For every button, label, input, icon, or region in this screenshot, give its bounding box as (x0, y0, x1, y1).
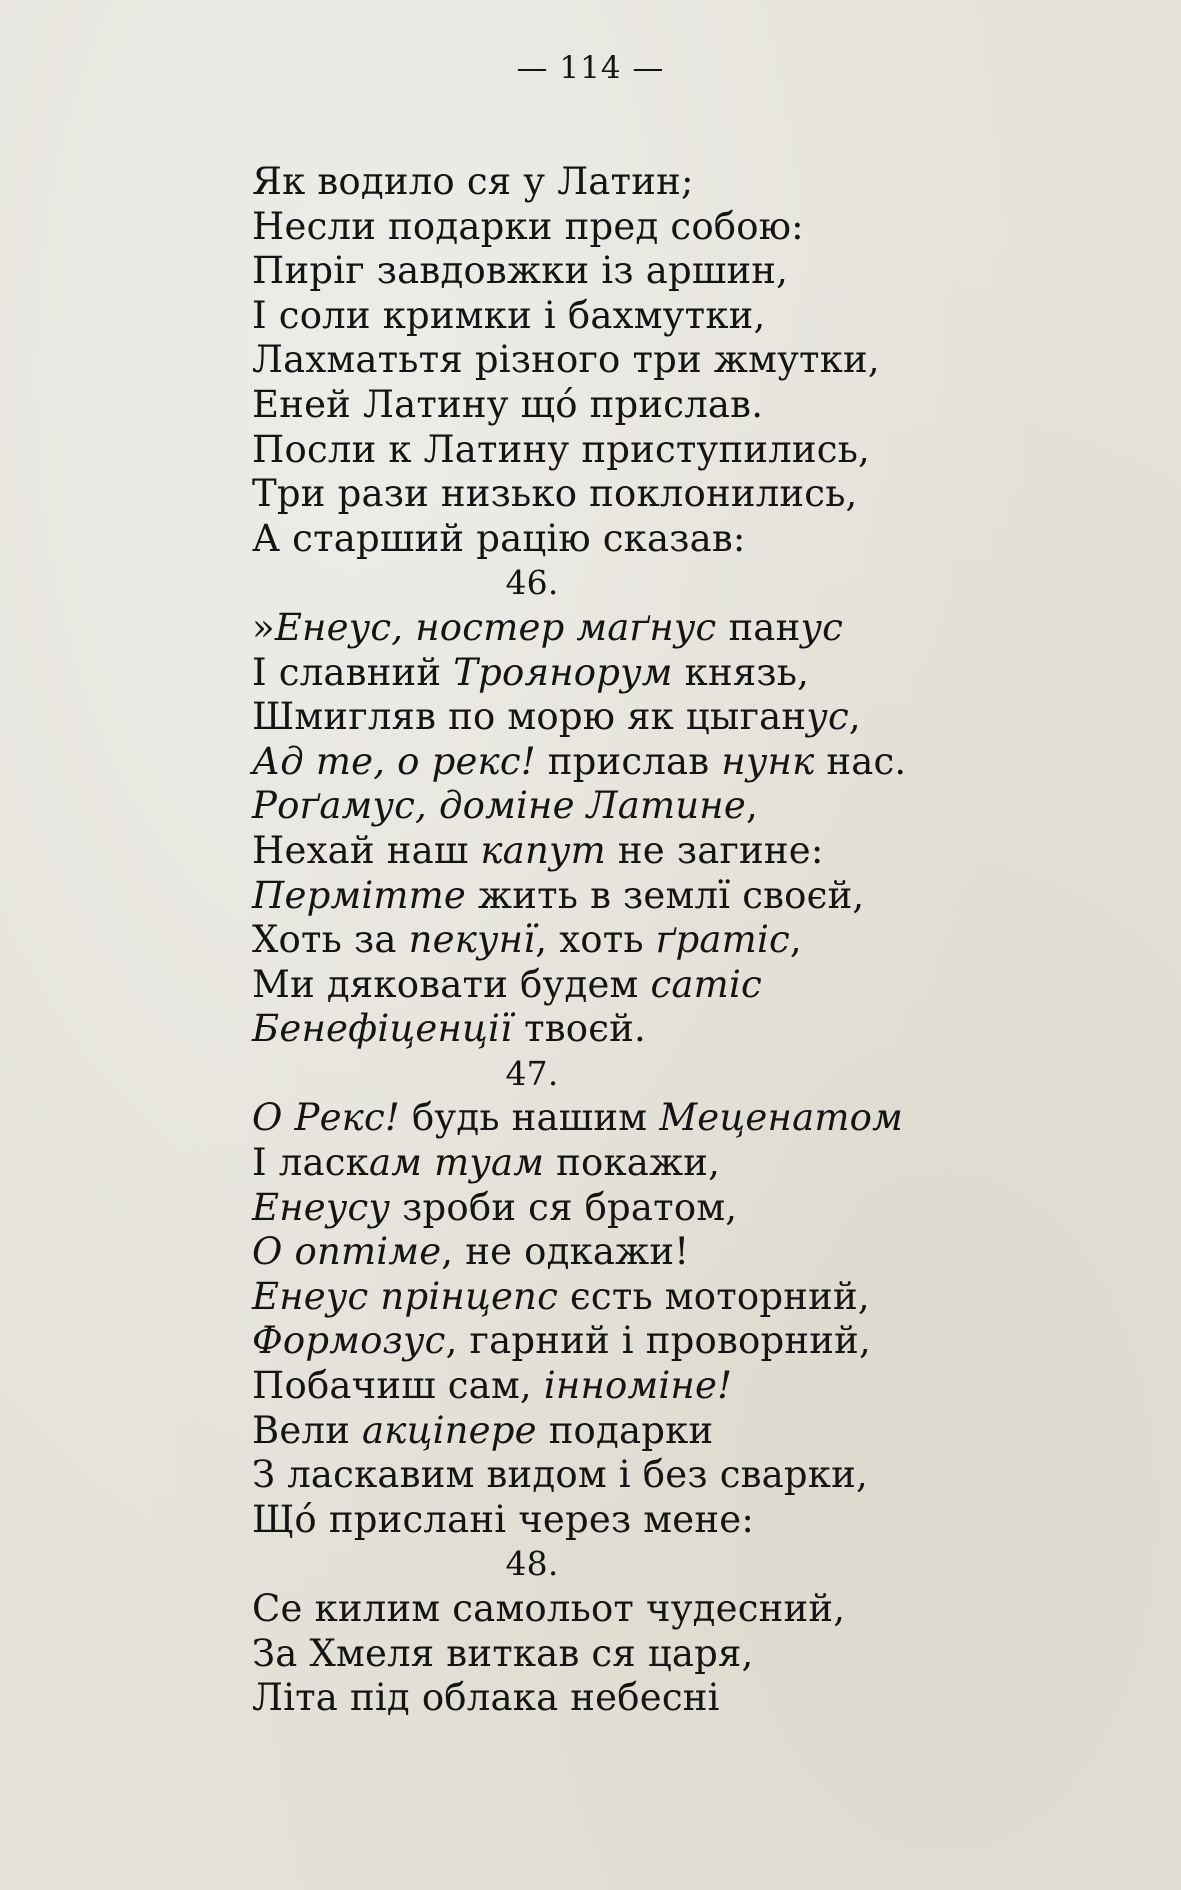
verse-line (252, 963, 1052, 1008)
stanza-number (252, 1052, 812, 1097)
text-segment: Як водило ся у Латин; (252, 160, 694, 203)
text-segment: Меценатом (659, 1096, 903, 1140)
text-segment: Бенефіценції (252, 1007, 513, 1051)
text-segment: , хоть (535, 918, 656, 962)
text-segment: З ласкавим видом і без сварки, (252, 1453, 868, 1497)
verse-line (252, 784, 1052, 829)
text-segment: » (252, 605, 275, 649)
verse-line (252, 1141, 1052, 1186)
text-segment: князь, (672, 650, 810, 694)
verse-line (252, 606, 1052, 651)
text-segment: твоєй. (512, 1007, 647, 1051)
text-segment: 46. (505, 563, 559, 603)
text-segment: Лахматьтя різного три жмутки, (252, 338, 880, 382)
text-segment: , (789, 918, 802, 962)
text-segment: Несли подарки пред собою: (252, 204, 804, 248)
text-segment: Енеус, ностер маґнус (274, 605, 717, 649)
text-segment: Енеус прінцепс (252, 1274, 559, 1318)
text-segment: ус (800, 605, 844, 649)
text-segment: сатіс (650, 962, 762, 1006)
text-segment: , гарний і проворний, (445, 1319, 871, 1363)
verse-line (252, 1007, 1052, 1052)
text-segment: пекунї (408, 918, 536, 962)
text-segment: , не одкажи! (441, 1230, 690, 1274)
text-segment: жить в землї своєй, (466, 873, 865, 917)
verse-line (252, 472, 1052, 517)
text-segment: інноміне! (543, 1364, 733, 1408)
text-segment: Еней Латину що́ прислав. (252, 382, 764, 426)
text-segment: капут (480, 828, 606, 872)
verse-line (252, 160, 1052, 205)
verse-line (252, 1186, 1052, 1231)
text-segment: Пермітте (252, 873, 467, 917)
text-segment: будь нашим (399, 1096, 660, 1140)
verse-line (252, 1275, 1052, 1320)
stanza-number (252, 1542, 812, 1587)
text-segment: нунк (721, 739, 815, 783)
verse-line (252, 1498, 1052, 1543)
text-segment: , (745, 784, 758, 828)
verse-line (252, 1230, 1052, 1275)
verse-line (252, 383, 1052, 428)
verse-line (252, 829, 1052, 874)
text-segment: прислав (535, 739, 722, 783)
verse-line (252, 651, 1052, 696)
text-segment: Ми дяковати будем (252, 962, 651, 1006)
text-segment: Пиріг завдовжки із аршин, (252, 249, 789, 293)
text-segment: єсть моторний, (558, 1274, 870, 1318)
text-segment: Літа під облака небесні (252, 1676, 720, 1720)
verse-line (252, 1632, 1052, 1677)
text-segment: 47. (505, 1053, 559, 1093)
verse-line (252, 517, 1052, 562)
text-segment: І соли кримки і бахмутки, (252, 293, 766, 337)
text-segment: Се килим самольот чудесний, (252, 1587, 846, 1630)
text-segment: Три рази низько поклонились, (252, 472, 858, 516)
text-segment: ґратіс (655, 918, 790, 962)
text-segment: ам туам (369, 1141, 545, 1185)
verse-line (252, 294, 1052, 339)
text-segment: Посли к Латину приступились, (252, 427, 871, 471)
verse-line (252, 1409, 1052, 1454)
text-segment: О Рекс! (252, 1096, 400, 1140)
poem-text (252, 160, 1052, 1721)
verse-line (252, 1364, 1052, 1409)
text-segment: Формозус (252, 1319, 446, 1363)
text-segment: покажи, (544, 1141, 721, 1185)
verse-line (252, 1096, 1052, 1141)
text-segment: ус (806, 695, 849, 739)
verse-line (252, 918, 1052, 963)
text-segment: нас. (814, 739, 907, 783)
text-segment: акціпере (362, 1408, 537, 1452)
text-segment: За Хмеля виткав ся царя, (252, 1631, 754, 1675)
text-segment: Роґамус, доміне Латине (252, 784, 746, 828)
text-segment: подарки (536, 1408, 714, 1452)
verse-line (252, 874, 1052, 919)
text-segment: Хоть за (252, 918, 409, 962)
text-segment: , (848, 695, 861, 739)
text-segment: Енеусу (252, 1185, 391, 1229)
stanza-number (252, 561, 812, 606)
verse-line (252, 740, 1052, 785)
text-segment: Що́ прислані через мене: (252, 1497, 754, 1541)
verse-line (252, 1319, 1052, 1364)
text-segment: Вели (252, 1408, 363, 1452)
verse-line (252, 428, 1052, 473)
text-segment: Побачиш сам, (252, 1364, 544, 1408)
text-segment: І славний (252, 650, 454, 694)
verse-line (252, 1587, 1052, 1632)
text-segment: І ласк (252, 1141, 369, 1185)
verse-line (252, 695, 1052, 740)
page-number: — 114 — (516, 50, 665, 86)
text-segment: О оптіме (252, 1230, 442, 1274)
text-segment: не загине: (605, 828, 824, 872)
text-segment: Ад те, о рекс! (252, 739, 536, 783)
text-segment: А старший рацію сказав: (252, 516, 746, 560)
text-segment: Троянорум (453, 650, 673, 694)
text-segment: зроби ся братом, (390, 1185, 738, 1229)
verse-line (252, 205, 1052, 250)
text-segment: 48. (505, 1544, 559, 1584)
text-segment: Нехай наш (252, 828, 481, 872)
verse-line (252, 1453, 1052, 1498)
verse-line (252, 1676, 1052, 1721)
verse-line (252, 249, 1052, 294)
text-segment: пан (716, 605, 801, 649)
verse-line (252, 338, 1052, 383)
text-segment: Шмигляв по морю як цыган (252, 695, 807, 739)
